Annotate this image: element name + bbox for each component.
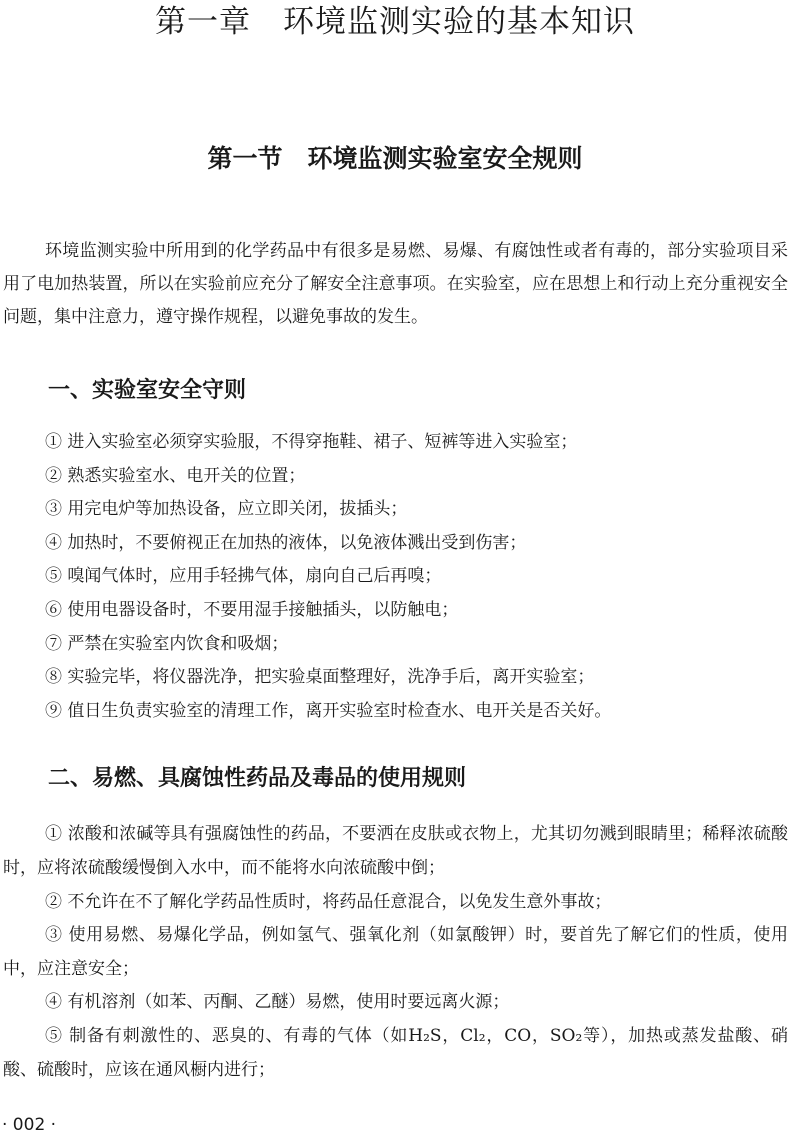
list-item: ⑨ 值日生负责实验室的清理工作，离开实验室时检查水、电开关是否关好。 <box>45 700 612 721</box>
list-item: ⑤ 制备有刺激性的、恶臭的、有毒的气体（如H₂S，Cl₂，CO，SO₂等），加热或蒸发盐酸、硝酸、硫酸时，应该在通风橱内进行； <box>3 1025 788 1080</box>
list-item: ① 进入实验室必须穿实验服，不得穿拖鞋、裙子、短裤等进入实验室； <box>45 432 578 452</box>
list-item: ② 熟悉实验室水、电开关的位置； <box>45 465 306 486</box>
list-item: ③ 使用易燃、易爆化学品，例如氢气、强氧化剂（如氯酸钾）时，要首先了解它们的性质，使用中，应注意安全； <box>3 925 788 979</box>
list-item: ① 浓酸和浓碱等具有强腐蚀性的药品，不要洒在皮肤或衣物上，尤其切勿溅到眼睛里；稀释浓硫酸时，应将浓硫酸缓慢倒入水中，而不能将水向浓硫酸中倒； <box>3 824 788 878</box>
list-item: ⑦ 严禁在实验室内饮食和吸烟； <box>45 633 289 654</box>
page-number: · 002 · <box>2 1115 57 1135</box>
part1-heading: 一、实验室安全守则 <box>48 378 247 403</box>
list-item: ③ 用完电炉等加热设备，应立即关闭，拔插头； <box>45 499 408 520</box>
list-item: ④ 有机溶剂（如苯、丙酮、乙醚）易燃，使用时要远离火源； <box>45 992 510 1013</box>
section-title: 第一节 环境监测实验室安全规则 <box>207 144 583 173</box>
list-item: ⑥ 使用电器设备时，不要用湿手接触插头，以防触电； <box>45 599 459 620</box>
list-item: ⑤ 嗅闻气体时，应用手轻拂气体，扇向自己后再嗅； <box>45 566 442 587</box>
chapter-title: 第一章 环境监测实验的基本知识 <box>155 4 635 40</box>
list-item: ⑧ 实验完毕，将仪器洗净，把实验桌面整理好，洗净手后，离开实验室； <box>45 667 595 688</box>
part2-rule-list <box>0 818 790 1087</box>
page-body <box>0 235 790 1087</box>
part2-heading: 二、易燃、具腐蚀性药品及毒品的使用规则 <box>48 766 467 792</box>
list-item: ② 不允许在不了解化学药品性质时，将药品任意混合，以免发生意外事故； <box>45 891 612 912</box>
part1-rule-list <box>0 426 790 728</box>
list-item: ④ 加热时，不要俯视正在加热的液体，以免液体溅出受到伤害； <box>45 532 527 553</box>
intro-paragraph: 环境监测实验中所用到的化学药品中有很多是易燃、易爆、有腐蚀性或者有毒的，部分实验项目采用了电加热装置，所以在实验前应充分了解安全注意事项。在实验室，应在思想上和行动上充分重视安全问题，集中注意力，遵守操作规程，以避免事故的发生。 <box>3 241 788 327</box>
